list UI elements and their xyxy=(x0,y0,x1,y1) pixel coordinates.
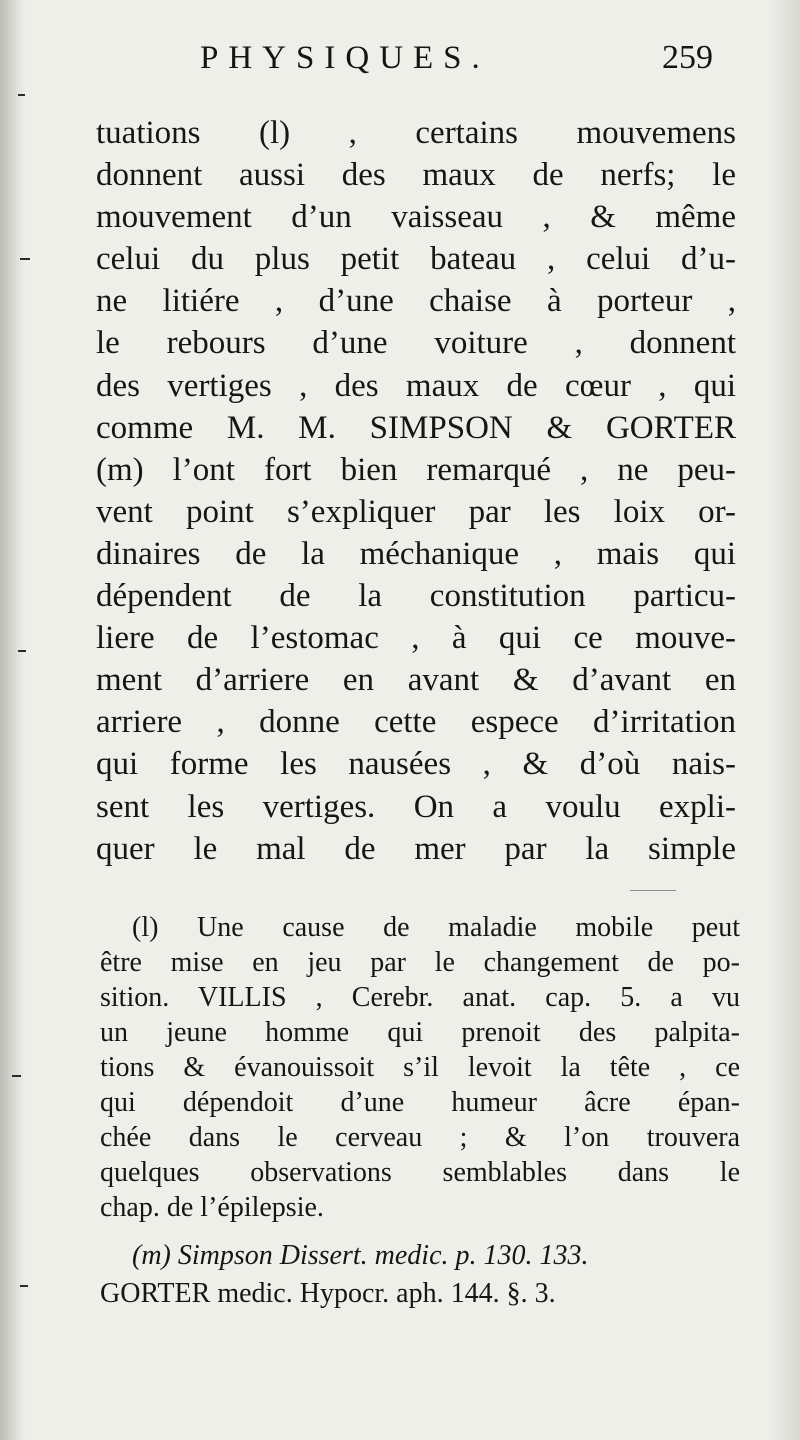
text-line: mouvement d’un vaisseau , & même xyxy=(96,199,736,236)
footnote-line: un jeune homme qui prenoit des palpita- xyxy=(100,1017,740,1048)
page-edge-shadow xyxy=(768,0,800,1440)
catchword-mark xyxy=(630,890,676,891)
text-line: arriere , donne cette espece d’irritation xyxy=(96,704,736,741)
text-line: dinaires de la méchanique , mais qui xyxy=(96,535,736,572)
footnote-line: chap. de l’épilepsie. xyxy=(100,1192,324,1223)
text-line: ne litiére , d’une chaise à porteur , xyxy=(96,283,736,320)
margin-mark xyxy=(18,650,26,652)
margin-mark xyxy=(18,94,25,96)
main-text-block xyxy=(96,112,736,870)
text-line: vent point s’expliquer par les loix or- xyxy=(96,493,736,530)
text-line: comme M. M. SIMPSON & GORTER xyxy=(96,409,736,446)
text-line: ment d’arriere en avant & d’avant en xyxy=(96,662,736,699)
text-line: liere de l’estomac , à qui ce mouve- xyxy=(96,620,736,657)
footnote-l xyxy=(100,910,740,1225)
margin-mark xyxy=(20,1285,28,1287)
footnote-line: qui dépendoit d’une humeur âcre épan- xyxy=(100,1087,740,1118)
footnote-line: quelques observations semblables dans le xyxy=(100,1157,740,1188)
text-line: celui du plus petit bateau , celui d’u- xyxy=(96,241,736,278)
footnote-line: chée dans le cerveau ; & l’on trouvera xyxy=(100,1122,740,1153)
text-line: des vertiges , des maux de cœur , qui xyxy=(96,367,736,404)
text-line: donnent aussi des maux de nerfs; le xyxy=(96,157,736,194)
footnote-m: (m) Simpson Dissert. medic. p. 130. 133. xyxy=(132,1240,589,1271)
page-gutter-shadow xyxy=(0,0,26,1440)
text-line: (m) l’ont fort bien remarqué , ne peu- xyxy=(96,451,736,488)
margin-mark xyxy=(12,1075,21,1077)
margin-mark xyxy=(20,258,30,260)
footnote-gorter: GORTER medic. Hypocr. aph. 144. §. 3. xyxy=(100,1278,556,1309)
footnote-line: (l) Une cause de maladie mobile peut xyxy=(132,912,740,943)
text-line: quer le mal de mer par la simple xyxy=(96,830,736,867)
page-number: 259 xyxy=(662,39,713,76)
text-line: qui forme les nausées , & d’où nais- xyxy=(96,746,736,783)
footnote-line: être mise en jeu par le changement de po- xyxy=(100,947,740,978)
text-line: dépendent de la constitution particu- xyxy=(96,578,736,615)
footnote-line: tions & évanouissoit s’il levoit la tête , ce xyxy=(100,1052,740,1083)
text-line: sent les vertiges. On a voulu expli- xyxy=(96,788,736,825)
running-head: PHYSIQUES. xyxy=(200,40,490,76)
text-line: le rebours d’une voiture , donnent xyxy=(96,325,736,362)
footnote-line: sition. VILLIS , Cerebr. anat. cap. 5. a vu xyxy=(100,982,740,1013)
text-line: tuations (l) , certains mouvemens xyxy=(96,115,736,151)
